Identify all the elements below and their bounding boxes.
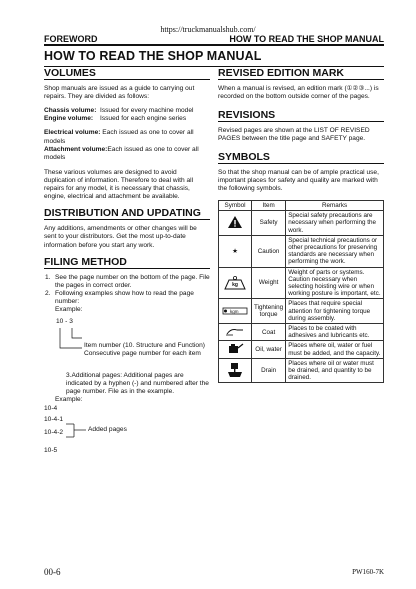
filing-item-2-text: Following examples show how to read the page number: xyxy=(55,289,194,305)
header-section-label: FOREWORD xyxy=(44,34,98,44)
revisions-text: Revised pages are shown at the LIST OF REVISED PAGES between the title page and SAFETY page. xyxy=(218,127,370,143)
torque-glyph: kgm xyxy=(230,309,239,315)
chassis-volume xyxy=(44,107,210,115)
table-row xyxy=(219,267,384,299)
filing-item-2-number: 2. xyxy=(45,289,51,297)
item-weight: Weight xyxy=(252,267,286,299)
volumes-heading: VOLUMES xyxy=(44,69,210,80)
filing-list xyxy=(44,274,210,314)
table-row xyxy=(219,341,384,358)
volumes-intro: Shop manuals are issued as a guide to carrying out repairs. They are divided as follows: xyxy=(44,85,195,101)
revised-mark-text: When a manual is revised, an edition mark (①②③...) is recorded on the bottom outside corner of the pages. xyxy=(218,85,379,101)
left-column xyxy=(44,66,210,455)
remarks-caution: Special technical precautions or other precautions for preserving standards are necessary when performing the work. xyxy=(286,235,384,267)
remarks-coat: Places to be coated with adhesives and lubricants etc. xyxy=(286,323,384,340)
page-10-5: 10-5 xyxy=(44,446,58,454)
item-drain: Drain xyxy=(252,358,286,383)
distribution-text: Any additions, amendments or other changes will be sent to your distributors. Get the most up-to-date information before you start any work. xyxy=(44,225,197,249)
star-glyph: ★ xyxy=(232,247,238,255)
symbols-intro: So that the shop manual can be of ample practical use, important places for safety and quality are marked with the following symbols. xyxy=(218,168,379,192)
volumes-note: These various volumes are designed to avoid duplication of information. Therefore to deal with all repairs for any model, it is necessary that chassis, engine, electrical and attachment be available. xyxy=(44,168,194,201)
footer-page-number: 00-6 xyxy=(44,567,61,577)
engine-volume xyxy=(44,115,210,123)
coat-brush-icon xyxy=(219,323,252,340)
chassis-text: Issued for every machine model xyxy=(100,107,194,115)
source-url: https://truckmanualshub.com/ xyxy=(160,25,256,34)
filing-item-1-text: See the page number on the bottom of the page. File the pages in correct order. xyxy=(55,273,210,289)
weight-kg-icon xyxy=(219,267,252,299)
remarks-weight: Weight of parts or systems. Caution necessary when selecting hoisting wire or when working posture is important, etc. xyxy=(286,267,384,299)
page-10-4: 10-4 xyxy=(44,404,58,412)
filing-heading: FILING METHOD xyxy=(44,258,210,269)
attachment-label: Attachment volume: xyxy=(44,145,108,153)
example-page-number: 10 - 3 xyxy=(56,318,73,326)
attachment-text: Each issued as one to cover all models xyxy=(44,145,199,161)
distribution-heading: DISTRIBUTION AND UPDATING xyxy=(44,209,210,220)
table-row xyxy=(219,299,384,324)
added-pages-example xyxy=(44,405,210,447)
item-coat: Coat xyxy=(252,323,286,340)
page-10-4-1: 10-4-1 xyxy=(44,415,64,423)
engine-text: Issued for each engine series xyxy=(100,115,187,123)
symbols-table-header xyxy=(219,200,384,210)
remarks-drain: Places where oil or water must be drained, and quantity to be drained. xyxy=(286,358,384,383)
drain-icon xyxy=(219,358,252,383)
table-row xyxy=(219,358,384,383)
electrical-volume xyxy=(44,129,210,145)
table-row xyxy=(219,323,384,340)
added-pages-label: Added pages xyxy=(88,425,127,433)
filing-item-1-number: 1. xyxy=(45,273,51,281)
table-row xyxy=(219,211,384,236)
col-item: Item xyxy=(252,200,286,210)
page-number-example xyxy=(44,314,210,372)
col-symbol: Symbol xyxy=(219,200,252,210)
filing-item-3-text: 3.Additional pages: Additional pages are indicated by a hyphen (-) and numbered after the page number. File as in the example. xyxy=(66,372,209,396)
symbols-table xyxy=(218,200,384,383)
chassis-label: Chassis volume: xyxy=(44,107,97,115)
remarks-safety: Special safety precautions are necessary when performing the work. xyxy=(286,211,384,236)
warning-triangle-icon xyxy=(219,211,252,236)
electrical-label: Electrical volume: xyxy=(44,129,101,137)
revised-mark-heading: REVISED EDITION MARK xyxy=(218,69,384,80)
header-rule xyxy=(44,44,384,46)
annotation-consecutive-page: Consecutive page number for each item xyxy=(84,350,201,358)
filing-item-1 xyxy=(44,274,210,290)
right-column xyxy=(218,66,384,383)
engine-label: Engine volume: xyxy=(44,115,94,123)
weight-kg-glyph: kg xyxy=(232,281,238,288)
col-remarks: Remarks xyxy=(286,200,384,210)
symbols-heading: SYMBOLS xyxy=(218,153,384,164)
attachment-volume xyxy=(44,146,210,162)
filing-item-2 xyxy=(44,290,210,314)
page-10-4-2: 10-4-2 xyxy=(44,428,64,436)
item-safety: Safety xyxy=(252,211,286,236)
item-tightening-torque: Tightening torque xyxy=(252,299,286,324)
oil-can-icon xyxy=(219,341,252,358)
filing-item-3 xyxy=(44,372,210,396)
remarks-oil-water: Places where oil, water or fuel must be added, and the capacity. xyxy=(286,341,384,358)
example-label: Example: xyxy=(55,306,83,314)
table-row xyxy=(219,235,384,267)
revisions-heading: REVISIONS xyxy=(218,111,384,122)
footer-model: PW160-7K xyxy=(352,568,384,576)
star-icon xyxy=(219,235,252,267)
item-oil-water: Oil, water xyxy=(252,341,286,358)
torque-wrench-icon xyxy=(219,299,252,324)
item-caution: Caution xyxy=(252,235,286,267)
annotation-item-number: Item number (10. Structure and Function) xyxy=(84,342,205,350)
page-title: HOW TO READ THE SHOP MANUAL xyxy=(44,49,262,63)
example2-label: Example: xyxy=(55,396,83,404)
electrical-text: Each issued as one to cover all models xyxy=(44,129,194,145)
remarks-tightening-torque: Places that require special attention for tightening torque during assembly. xyxy=(286,299,384,324)
added-pages-bracket xyxy=(44,405,210,447)
header-page-title: HOW TO READ THE SHOP MANUAL xyxy=(229,34,384,44)
